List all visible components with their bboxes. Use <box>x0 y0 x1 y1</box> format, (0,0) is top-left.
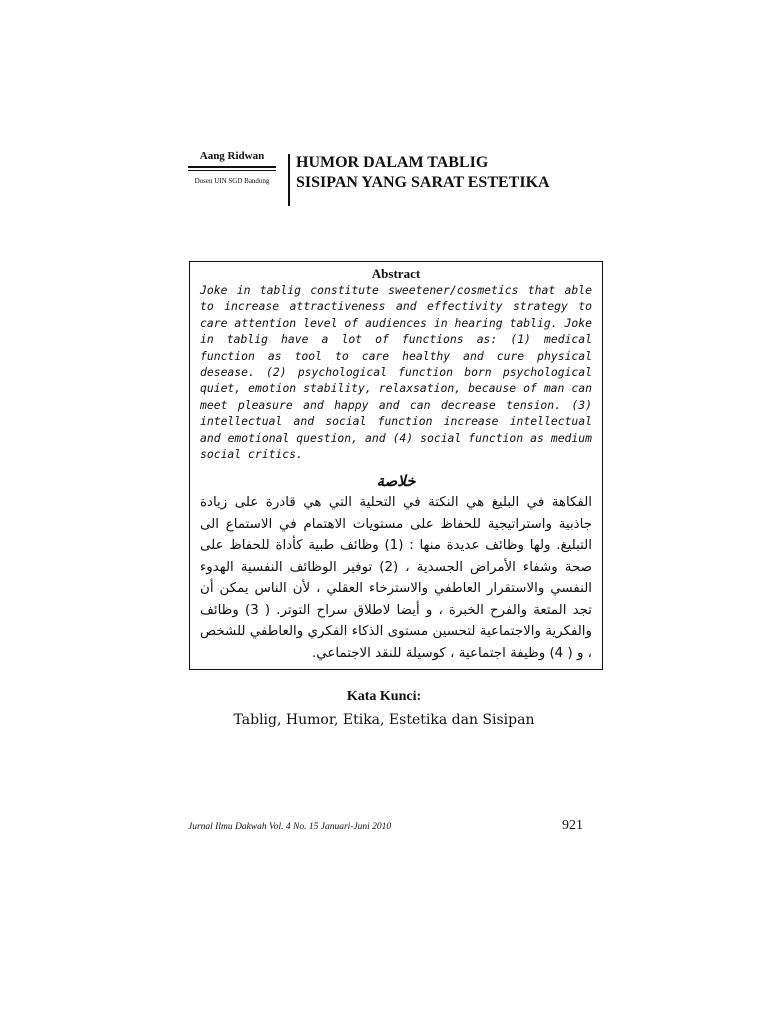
author-affiliation: Dosen UIN SGD Bandung <box>194 177 270 185</box>
abstract-heading: Abstract <box>371 266 421 281</box>
keywords-heading: Kata Kunci: <box>346 689 422 704</box>
abstract-box <box>189 261 603 670</box>
title-divider <box>288 154 290 206</box>
footer-journal-citation: Jurnal Ilmu Dakwah Vol. 4 No. 15 Januari-Juni 2010 <box>188 822 392 832</box>
abstract-text: Joke in tablig constitute sweetener/cosmetics that able to increase attractiveness and effectivity strategy to care attention level of audiences in hearing tablig. Joke in tablig have a lot of functions as: (1) medical function as tool to care healthy and cure physical desease. (2) psychological function born psychological quiet, emotion stability, relaxsation, because of man can meet pleasure and happy and can decrease tension. (3) intellectual and social function increase intellectual and emotional question, and (4) social function as medium social critics. <box>200 283 592 462</box>
khulasa-heading: خلاصة <box>376 472 416 491</box>
title-line-1: HUMOR DALAM TABLIG <box>296 154 489 171</box>
author-block <box>178 150 286 185</box>
author-rule-thick <box>188 166 276 168</box>
title-line-2: SISIPAN YANG SARAT ESTETIKA <box>296 174 550 191</box>
author-rule-thin <box>188 170 276 171</box>
author-name: Aang Ridwan <box>199 150 265 162</box>
page-number: 921 <box>562 818 583 833</box>
khulasa-text: الفكاهة في البليغ هي النكتة في التحلية التي هي قادرة على زيادة جاذبية واستراتيجية للحفاظ على مستويات الاهتمام في الاستماع الى التبليغ. ولها وظائف عديدة منها : (1) وظائف طبية كأداة للحفاظ على صحة وشفاء الأمراض الجسدية ، (2) توفير الوظائف النفسية الهدوء النفسي والاستقرار العاطفي والاسترخاء العقلي ، لأن الناس يمكن أن تجد المتعة والفرح الخبرة ، و أيضا لاطلاق سراح التوتر. ( 3) وظائف والفكرية والاجتماعية لتحسين مستوى الذكاء الفكري والعاطفي للشخص ، و ( 4) وظيفة اجتماعية ، كوسيلة للنقد الاجتماعي. <box>200 495 592 661</box>
keywords-text: Tablig, Humor, Etika, Estetika dan Sisipan <box>233 712 535 728</box>
article-title <box>296 153 550 193</box>
